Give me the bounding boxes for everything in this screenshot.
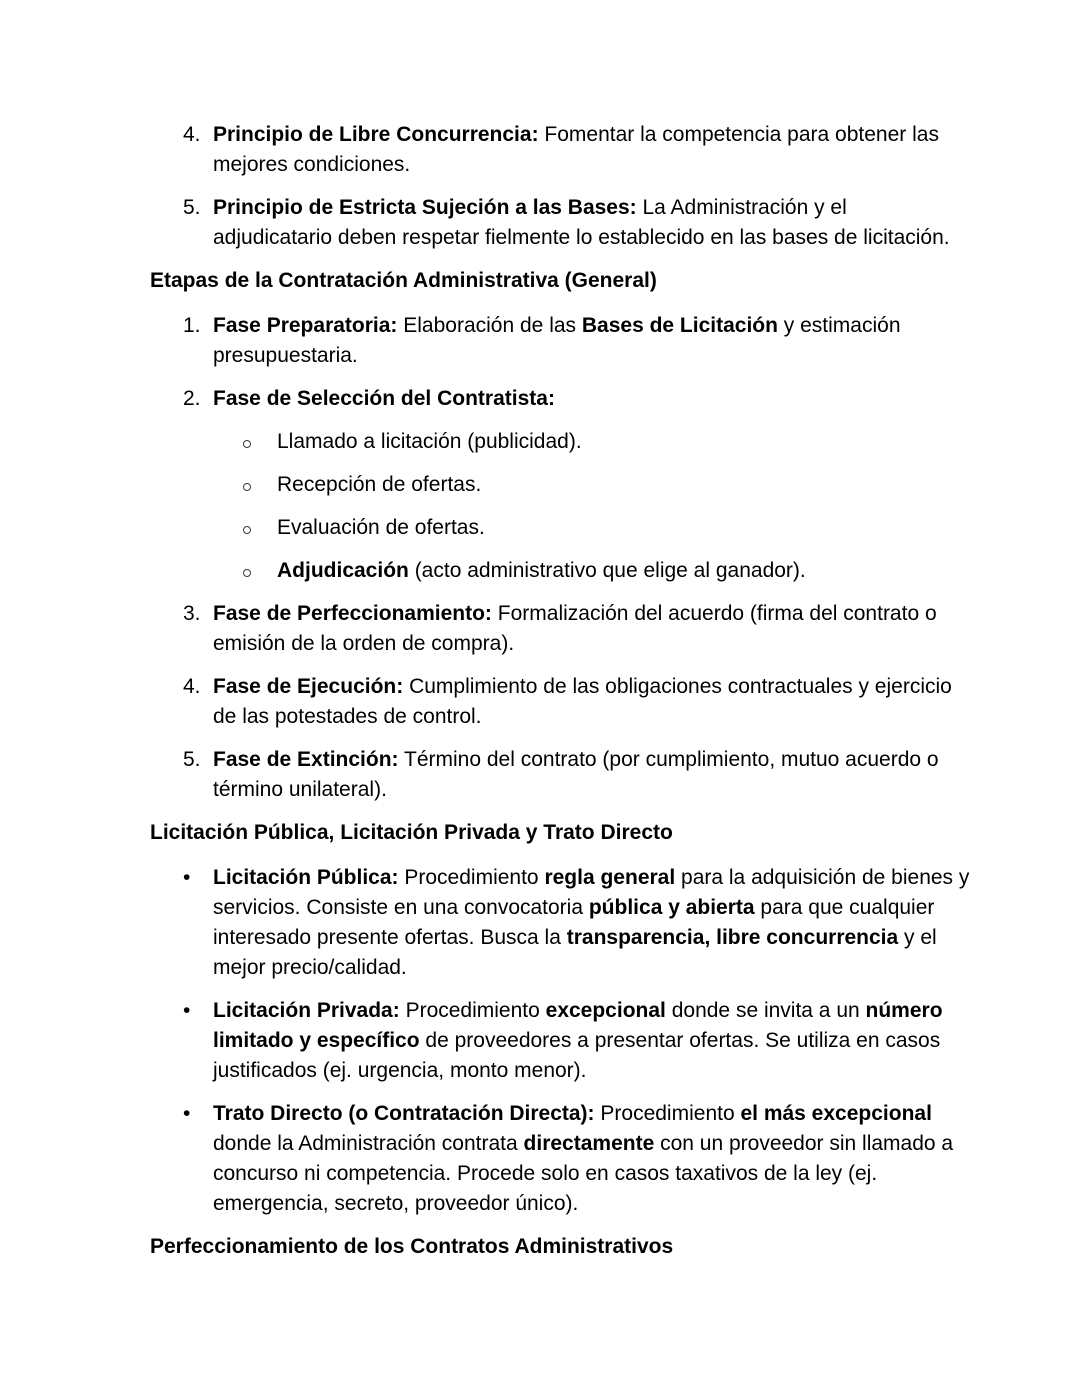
- bold-text-run: número limitado y específico: [213, 999, 943, 1052]
- numbered-list-item: [150, 599, 970, 659]
- bold-text-run: Principio de Libre Concurrencia:: [213, 123, 539, 146]
- text-run: Recepción de ofertas.: [277, 473, 482, 496]
- text-run: de proveedores a presentar ofertas. Se utiliza en casos justificados (ej. urgencia, monto menor).: [213, 1029, 941, 1082]
- text-run: para la adquisición de bienes y servicios. Consiste en una convocatoria: [213, 866, 970, 919]
- bold-text-run: Trato Directo (o Contratación Directa):: [213, 1102, 595, 1125]
- bold-text-run: Principio de Estricta Sujeción a las Bases:: [213, 196, 637, 219]
- hollow-circle-bullet-icon: [243, 470, 277, 500]
- sub-bullet-list-item: [150, 556, 970, 586]
- circle-icon: [243, 483, 251, 491]
- bold-text-run: Perfeccionamiento de los Contratos Administrativos: [150, 1235, 674, 1258]
- text-run: Evaluación de ofertas.: [277, 516, 485, 539]
- list-item-text: [213, 863, 970, 983]
- list-number: 4.: [183, 675, 201, 698]
- text-run: Llamado a licitación (publicidad).: [277, 430, 582, 453]
- bullet-dot-icon: •: [183, 866, 191, 889]
- list-item-text: [213, 120, 970, 180]
- bold-text-run: Fase de Ejecución:: [213, 675, 404, 698]
- list-item-text: [213, 1099, 970, 1219]
- bold-text-run: Fase de Extinción:: [213, 748, 399, 771]
- text-run: y estimación presupuestaria.: [213, 314, 901, 367]
- circle-icon: [243, 569, 251, 577]
- list-number: 4.: [183, 123, 201, 146]
- bold-text-run: Etapas de la Contratación Administrativa (General): [150, 269, 657, 292]
- bullet-list-item: [150, 1099, 970, 1219]
- list-number: 2.: [183, 387, 201, 410]
- numbered-list-item: [150, 311, 970, 371]
- circle-icon: [243, 440, 251, 448]
- list-item-text: [213, 311, 970, 371]
- document-blocks: [150, 120, 970, 1262]
- list-item-text: [277, 513, 970, 543]
- numbered-list-item: [150, 384, 970, 414]
- text-run: Fomentar la competencia para obtener las mejores condiciones.: [213, 123, 939, 176]
- list-number: 1.: [183, 314, 201, 337]
- hollow-circle-bullet-icon: [243, 427, 277, 457]
- circle-icon: [243, 526, 251, 534]
- bold-text-run: Fase de Perfeccionamiento:: [213, 602, 492, 625]
- bold-text-run: el más excepcional: [740, 1102, 932, 1125]
- sub-bullet-list-item: [150, 513, 970, 543]
- bullet-dot-icon: •: [183, 1102, 191, 1125]
- text-run: (acto administrativo que elige al ganador).: [408, 559, 806, 582]
- numbered-list-item: [150, 193, 970, 253]
- sub-bullet-list-item: [150, 427, 970, 457]
- bold-text-run: excepcional: [545, 999, 666, 1022]
- list-number: 5.: [183, 196, 201, 219]
- text-run: para que cualquier interesado presente ofertas. Busca la: [213, 896, 935, 949]
- list-item-text: [277, 470, 970, 500]
- bold-text-run: transparencia, libre concurrencia: [566, 926, 899, 949]
- text-run: Formalización del acuerdo (firma del contrato o emisión de la orden de compra).: [213, 602, 937, 655]
- section-heading: [150, 1232, 970, 1262]
- bold-text-run: directamente: [523, 1132, 655, 1155]
- bold-text-run: pública y abierta: [588, 896, 755, 919]
- hollow-circle-bullet-icon: [243, 513, 277, 543]
- list-item-text: [213, 193, 970, 253]
- list-number: 5.: [183, 748, 201, 771]
- bold-text-run: Licitación Pública, Licitación Privada y Trato Directo: [150, 821, 673, 844]
- bullet-dot-icon: •: [183, 999, 191, 1022]
- numbered-list-item: [150, 745, 970, 805]
- bullet-list-item: [150, 863, 970, 983]
- list-item-text: [213, 384, 970, 414]
- bold-text-run: Fase de Selección del Contratista:: [213, 387, 555, 410]
- list-item-text: [213, 996, 970, 1086]
- numbered-list-item: [150, 672, 970, 732]
- bold-text-run: Licitación Pública:: [213, 866, 399, 889]
- text-run: Cumplimiento de las obligaciones contractuales y ejercicio de las potestades de control.: [213, 675, 952, 728]
- text-run: Término del contrato (por cumplimiento, mutuo acuerdo o término unilateral).: [213, 748, 939, 801]
- sub-bullet-list-item: [150, 470, 970, 500]
- text-run: donde la Administración contrata: [213, 1132, 524, 1155]
- list-item-text: [277, 427, 970, 457]
- text-run: Procedimiento: [399, 999, 546, 1022]
- hollow-circle-bullet-icon: [243, 556, 277, 586]
- bullet-marker-icon: [183, 996, 213, 1026]
- text-run: donde se invita a un: [665, 999, 866, 1022]
- list-item-text: [213, 745, 970, 805]
- text-run: y el mejor precio/calidad.: [213, 926, 937, 979]
- list-item-text: [277, 556, 970, 586]
- text-run: Procedimiento: [398, 866, 545, 889]
- text-run: Procedimiento: [594, 1102, 741, 1125]
- bullet-list-item: [150, 996, 970, 1086]
- text-run: La Administración y el adjudicatario deben respetar fielmente lo establecido en las bases de licitación.: [213, 196, 950, 249]
- section-heading: [150, 818, 970, 848]
- text-run: con un proveedor sin llamado a concurso ni competencia. Procede solo en casos taxativos de la ley (ej. emergencia, secreto, proveedor único).: [213, 1132, 954, 1215]
- list-number: 3.: [183, 602, 201, 625]
- numbered-list-item: [150, 120, 970, 180]
- section-heading: [150, 266, 970, 296]
- bold-text-run: Fase Preparatoria:: [213, 314, 398, 337]
- bullet-marker-icon: [183, 1099, 213, 1129]
- list-item-text: [213, 599, 970, 659]
- bold-text-run: Adjudicación: [277, 559, 409, 582]
- bold-text-run: regla general: [544, 866, 676, 889]
- bold-text-run: Bases de Licitación: [581, 314, 778, 337]
- bold-text-run: Licitación Privada:: [213, 999, 400, 1022]
- bullet-marker-icon: [183, 863, 213, 893]
- text-run: Elaboración de las: [397, 314, 582, 337]
- list-item-text: [213, 672, 970, 732]
